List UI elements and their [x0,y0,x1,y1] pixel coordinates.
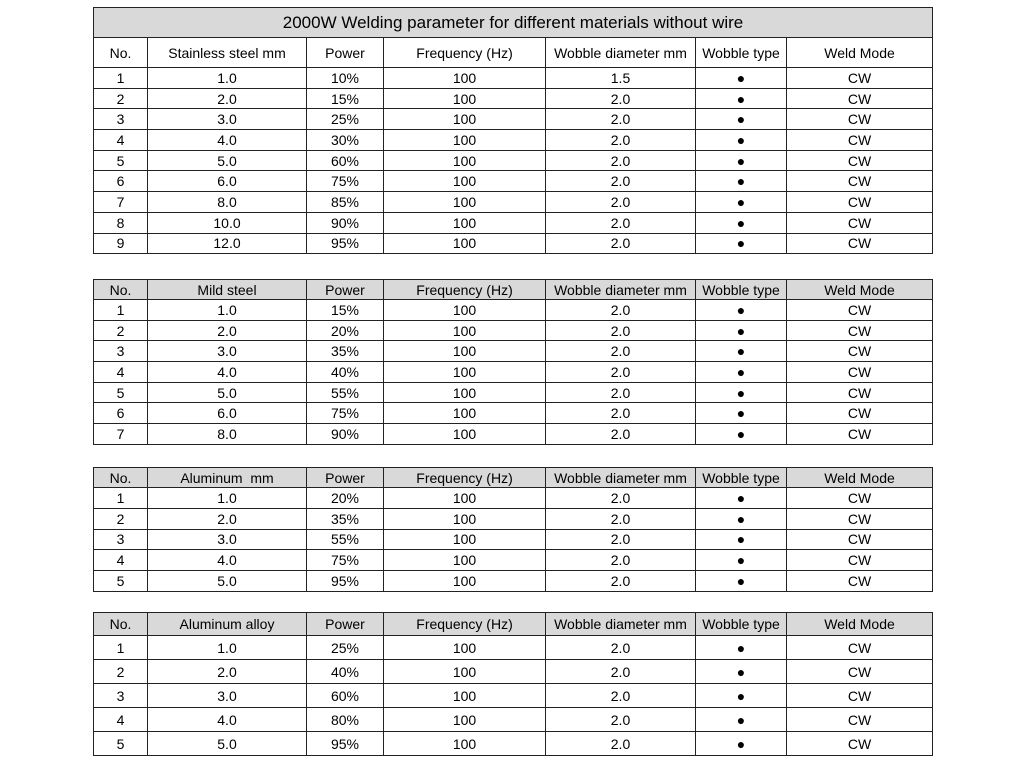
cell-no: 7 [94,424,148,445]
table-row [94,212,933,233]
cell-weld-mode: CW [787,192,933,213]
cell-no: 3 [94,109,148,130]
cell-weld-mode: CW [787,362,933,383]
cell-frequency: 100 [384,529,546,550]
cell-thickness: 2.0 [148,660,307,684]
cell-frequency: 100 [384,684,546,708]
table-row [94,732,933,756]
cell-frequency: 100 [384,212,546,233]
cell-wobble-type: ● [696,636,787,660]
cell-wobble-diameter: 2.0 [546,508,696,529]
cell-power: 75% [307,550,384,571]
cell-wobble-diameter: 2.0 [546,732,696,756]
cell-power: 40% [307,362,384,383]
header-no: No. [94,468,148,488]
cell-wobble-diameter: 2.0 [546,708,696,732]
cell-wobble-type: ● [696,732,787,756]
cell-wobble-type: ● [696,320,787,341]
cell-thickness: 3.0 [148,341,307,362]
cell-no: 1 [94,636,148,660]
header-material: Mild steel [148,280,307,300]
cell-wobble-type: ● [696,660,787,684]
cell-frequency: 100 [384,300,546,321]
header-row [94,38,933,68]
table-row [94,424,933,445]
header-weld-mode: Weld Mode [787,280,933,300]
table-row [94,403,933,424]
header-wobble-type: Wobble type [696,613,787,636]
cell-wobble-diameter: 1.5 [546,68,696,89]
page-title: 2000W Welding parameter for different materials without wire [94,8,933,38]
cell-thickness: 4.0 [148,708,307,732]
cell-frequency: 100 [384,68,546,89]
cell-power: 25% [307,636,384,660]
cell-thickness: 1.0 [148,68,307,89]
cell-wobble-type: ● [696,300,787,321]
header-frequency: Frequency (Hz) [384,468,546,488]
cell-frequency: 100 [384,320,546,341]
cell-thickness: 4.0 [148,550,307,571]
cell-no: 5 [94,150,148,171]
stainless-steel-table [93,7,933,254]
cell-no: 8 [94,212,148,233]
table-row [94,488,933,509]
cell-power: 80% [307,708,384,732]
cell-wobble-diameter: 2.0 [546,424,696,445]
cell-power: 10% [307,68,384,89]
header-power: Power [307,280,384,300]
cell-weld-mode: CW [787,732,933,756]
header-material: Aluminum mm [148,468,307,488]
cell-weld-mode: CW [787,708,933,732]
cell-power: 60% [307,150,384,171]
table-row [94,341,933,362]
cell-wobble-type: ● [696,550,787,571]
cell-no: 1 [94,488,148,509]
cell-wobble-type: ● [696,341,787,362]
cell-no: 4 [94,708,148,732]
header-no: No. [94,38,148,68]
cell-wobble-diameter: 2.0 [546,636,696,660]
cell-power: 35% [307,508,384,529]
cell-weld-mode: CW [787,341,933,362]
cell-wobble-type: ● [696,708,787,732]
cell-frequency: 100 [384,660,546,684]
cell-no: 5 [94,571,148,592]
cell-no: 6 [94,403,148,424]
cell-wobble-diameter: 2.0 [546,212,696,233]
cell-thickness: 3.0 [148,684,307,708]
header-wobble-diameter: Wobble diameter mm [546,280,696,300]
cell-no: 3 [94,529,148,550]
header-weld-mode: Weld Mode [787,613,933,636]
table-row [94,192,933,213]
cell-wobble-type: ● [696,424,787,445]
cell-weld-mode: CW [787,571,933,592]
cell-thickness: 4.0 [148,362,307,383]
cell-wobble-diameter: 2.0 [546,150,696,171]
table-row [94,109,933,130]
cell-wobble-type: ● [696,684,787,708]
cell-wobble-type: ● [696,192,787,213]
cell-no: 2 [94,88,148,109]
header-material: Stainless steel mm [148,38,307,68]
cell-frequency: 100 [384,732,546,756]
cell-wobble-type: ● [696,171,787,192]
cell-wobble-diameter: 2.0 [546,571,696,592]
cell-weld-mode: CW [787,529,933,550]
cell-thickness: 4.0 [148,130,307,151]
table-row [94,660,933,684]
cell-thickness: 2.0 [148,88,307,109]
table-row [94,636,933,660]
cell-thickness: 10.0 [148,212,307,233]
cell-weld-mode: CW [787,109,933,130]
cell-power: 90% [307,424,384,445]
table-row [94,684,933,708]
cell-wobble-diameter: 2.0 [546,320,696,341]
cell-thickness: 1.0 [148,636,307,660]
cell-wobble-type: ● [696,88,787,109]
cell-thickness: 8.0 [148,424,307,445]
cell-wobble-type: ● [696,68,787,89]
table-row [94,171,933,192]
cell-thickness: 5.0 [148,732,307,756]
header-power: Power [307,613,384,636]
cell-wobble-type: ● [696,130,787,151]
cell-power: 90% [307,212,384,233]
cell-frequency: 100 [384,341,546,362]
cell-weld-mode: CW [787,403,933,424]
cell-no: 7 [94,192,148,213]
cell-power: 20% [307,488,384,509]
header-wobble-diameter: Wobble diameter mm [546,613,696,636]
cell-wobble-type: ● [696,508,787,529]
cell-no: 1 [94,68,148,89]
cell-power: 75% [307,171,384,192]
cell-weld-mode: CW [787,508,933,529]
cell-power: 95% [307,732,384,756]
aluminum-table [93,467,933,592]
cell-weld-mode: CW [787,320,933,341]
cell-no: 2 [94,320,148,341]
header-wobble-type: Wobble type [696,468,787,488]
cell-weld-mode: CW [787,382,933,403]
cell-frequency: 100 [384,109,546,130]
cell-thickness: 6.0 [148,403,307,424]
cell-power: 55% [307,529,384,550]
cell-frequency: 100 [384,382,546,403]
cell-weld-mode: CW [787,88,933,109]
cell-wobble-type: ● [696,233,787,254]
table-row [94,550,933,571]
cell-power: 25% [307,109,384,130]
table-row [94,130,933,151]
cell-weld-mode: CW [787,300,933,321]
cell-wobble-type: ● [696,150,787,171]
cell-weld-mode: CW [787,488,933,509]
table-row [94,571,933,592]
cell-no: 4 [94,550,148,571]
table-row [94,320,933,341]
cell-frequency: 100 [384,171,546,192]
cell-power: 85% [307,192,384,213]
cell-wobble-diameter: 2.0 [546,362,696,383]
cell-power: 15% [307,300,384,321]
header-frequency: Frequency (Hz) [384,38,546,68]
cell-no: 4 [94,130,148,151]
cell-thickness: 2.0 [148,508,307,529]
cell-no: 5 [94,382,148,403]
cell-thickness: 6.0 [148,171,307,192]
table-row [94,68,933,89]
cell-wobble-diameter: 2.0 [546,488,696,509]
table-row [94,708,933,732]
cell-wobble-type: ● [696,571,787,592]
cell-thickness: 5.0 [148,571,307,592]
cell-no: 3 [94,684,148,708]
cell-power: 20% [307,320,384,341]
header-frequency: Frequency (Hz) [384,280,546,300]
cell-wobble-diameter: 2.0 [546,192,696,213]
cell-wobble-type: ● [696,382,787,403]
cell-power: 15% [307,88,384,109]
table-row [94,300,933,321]
header-wobble-diameter: Wobble diameter mm [546,468,696,488]
cell-thickness: 8.0 [148,192,307,213]
cell-no: 3 [94,341,148,362]
cell-frequency: 100 [384,362,546,383]
cell-frequency: 100 [384,636,546,660]
cell-thickness: 1.0 [148,488,307,509]
cell-thickness: 1.0 [148,300,307,321]
header-wobble-diameter: Wobble diameter mm [546,38,696,68]
cell-wobble-diameter: 2.0 [546,529,696,550]
cell-power: 55% [307,382,384,403]
cell-power: 35% [307,341,384,362]
cell-wobble-diameter: 2.0 [546,171,696,192]
cell-power: 75% [307,403,384,424]
cell-weld-mode: CW [787,684,933,708]
header-weld-mode: Weld Mode [787,38,933,68]
cell-weld-mode: CW [787,424,933,445]
aluminum-alloy-table [93,612,933,756]
cell-no: 9 [94,233,148,254]
cell-frequency: 100 [384,130,546,151]
cell-wobble-diameter: 2.0 [546,684,696,708]
cell-wobble-diameter: 2.0 [546,403,696,424]
cell-wobble-diameter: 2.0 [546,550,696,571]
cell-weld-mode: CW [787,550,933,571]
cell-frequency: 100 [384,424,546,445]
cell-thickness: 5.0 [148,150,307,171]
cell-power: 30% [307,130,384,151]
cell-no: 5 [94,732,148,756]
cell-power: 40% [307,660,384,684]
cell-weld-mode: CW [787,636,933,660]
cell-thickness: 5.0 [148,382,307,403]
cell-wobble-diameter: 2.0 [546,88,696,109]
table-row [94,88,933,109]
cell-weld-mode: CW [787,130,933,151]
header-power: Power [307,468,384,488]
header-no: No. [94,280,148,300]
cell-wobble-diameter: 2.0 [546,300,696,321]
cell-power: 95% [307,233,384,254]
header-power: Power [307,38,384,68]
cell-wobble-type: ● [696,529,787,550]
header-wobble-type: Wobble type [696,38,787,68]
cell-wobble-type: ● [696,109,787,130]
table-row [94,150,933,171]
cell-power: 60% [307,684,384,708]
header-weld-mode: Weld Mode [787,468,933,488]
cell-frequency: 100 [384,150,546,171]
cell-wobble-type: ● [696,488,787,509]
cell-wobble-diameter: 2.0 [546,233,696,254]
header-material: Aluminum alloy [148,613,307,636]
cell-wobble-diameter: 2.0 [546,341,696,362]
header-no: No. [94,613,148,636]
cell-frequency: 100 [384,550,546,571]
cell-thickness: 12.0 [148,233,307,254]
cell-frequency: 100 [384,403,546,424]
cell-frequency: 100 [384,571,546,592]
cell-wobble-diameter: 2.0 [546,130,696,151]
table-row [94,362,933,383]
header-row [94,280,933,300]
cell-wobble-diameter: 2.0 [546,382,696,403]
cell-frequency: 100 [384,233,546,254]
header-row [94,613,933,636]
cell-wobble-type: ● [696,362,787,383]
cell-weld-mode: CW [787,212,933,233]
cell-weld-mode: CW [787,233,933,254]
cell-thickness: 3.0 [148,529,307,550]
header-row [94,468,933,488]
cell-frequency: 100 [384,488,546,509]
cell-frequency: 100 [384,508,546,529]
cell-weld-mode: CW [787,660,933,684]
cell-frequency: 100 [384,192,546,213]
cell-weld-mode: CW [787,150,933,171]
cell-wobble-diameter: 2.0 [546,660,696,684]
cell-wobble-diameter: 2.0 [546,109,696,130]
mild-steel-table [93,279,933,445]
cell-frequency: 100 [384,88,546,109]
cell-weld-mode: CW [787,171,933,192]
cell-no: 1 [94,300,148,321]
cell-power: 95% [307,571,384,592]
table-row [94,233,933,254]
header-wobble-type: Wobble type [696,280,787,300]
cell-no: 2 [94,508,148,529]
cell-no: 2 [94,660,148,684]
cell-thickness: 3.0 [148,109,307,130]
cell-no: 6 [94,171,148,192]
cell-wobble-type: ● [696,212,787,233]
table-row [94,529,933,550]
cell-thickness: 2.0 [148,320,307,341]
table-row [94,382,933,403]
cell-frequency: 100 [384,708,546,732]
cell-no: 4 [94,362,148,383]
table-row [94,508,933,529]
header-frequency: Frequency (Hz) [384,613,546,636]
cell-weld-mode: CW [787,68,933,89]
cell-wobble-type: ● [696,403,787,424]
